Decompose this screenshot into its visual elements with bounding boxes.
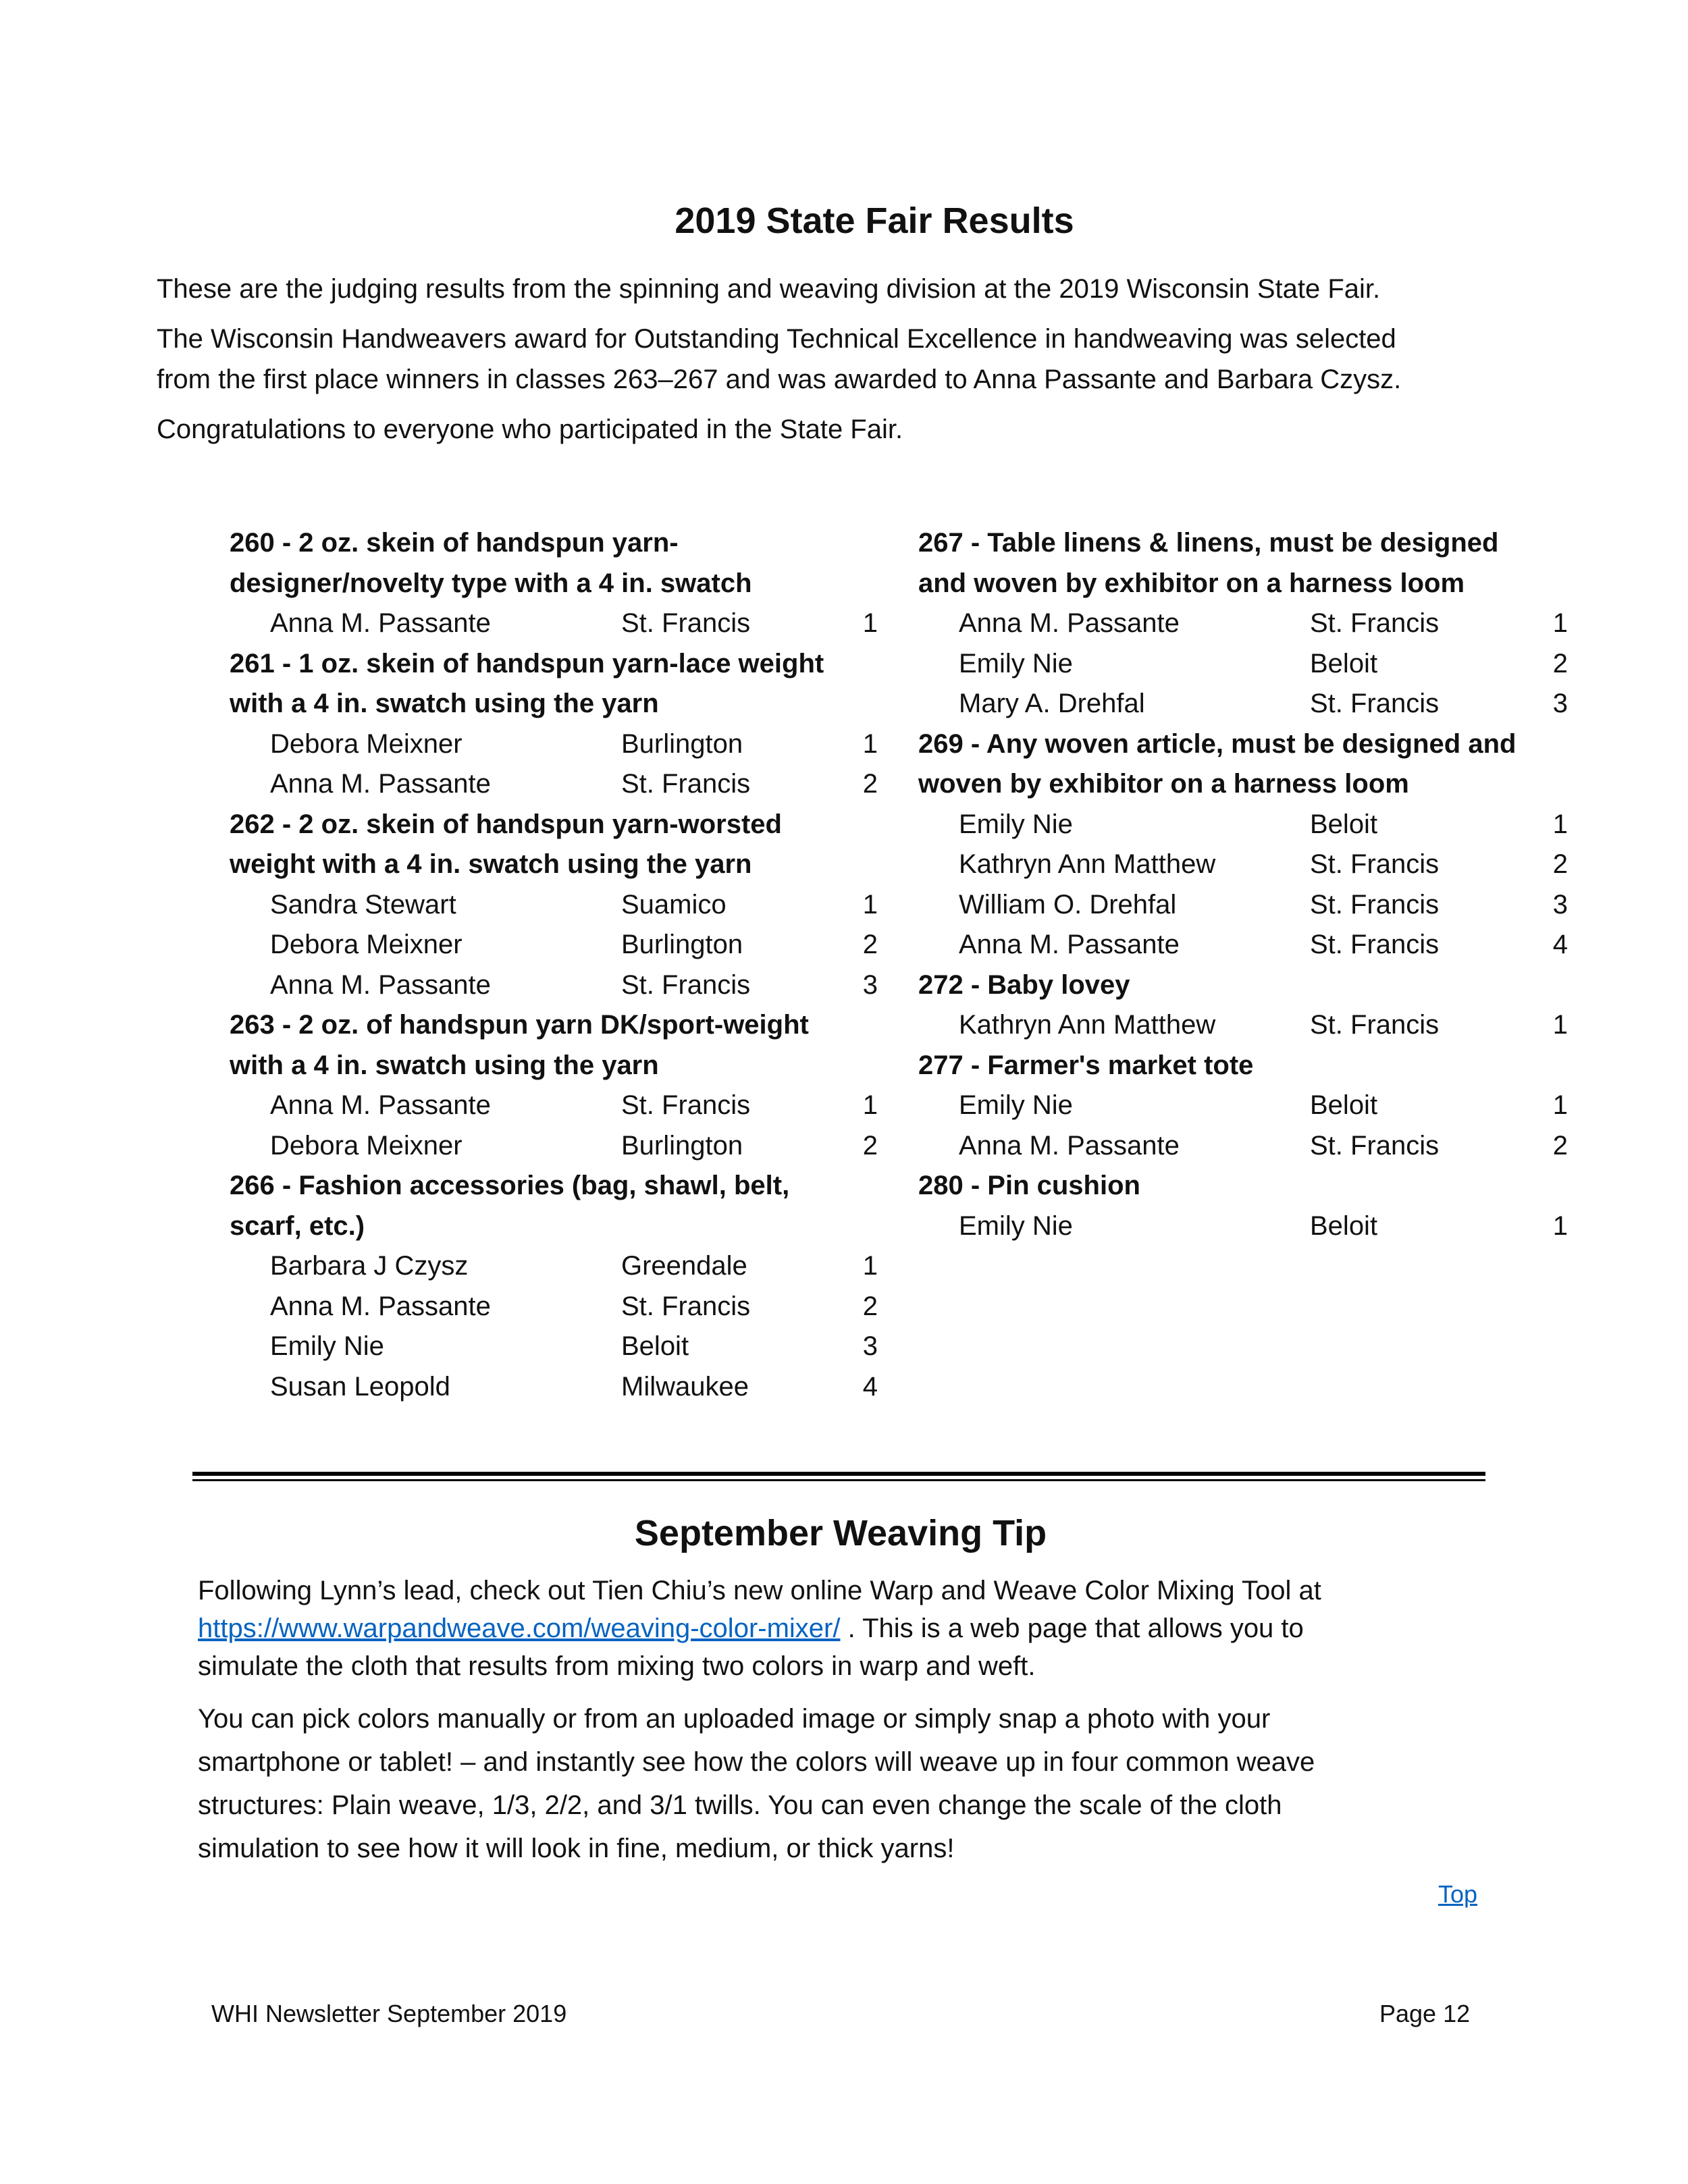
results-column-left — [230, 523, 878, 1407]
result-row — [230, 1126, 878, 1167]
entrant-place: 1 — [1552, 1010, 1568, 1040]
entrant-name: Anna M. Passante — [270, 1291, 491, 1321]
entrant-city: Beloit — [1310, 1090, 1378, 1120]
entrant-place: 1 — [862, 608, 878, 638]
entrant-city: St. Francis — [621, 969, 751, 1000]
entrant-city: Beloit — [1310, 1210, 1378, 1241]
entrant-name: Debora Meixner — [270, 1130, 463, 1161]
tip-paragraph-2-line-3: structures: Plain weave, 1/3, 2/2, and 3/1 twills. You can even change the scale of the cloth — [198, 1790, 1282, 1820]
result-row — [918, 885, 1566, 926]
result-row — [918, 845, 1566, 885]
result-row — [230, 724, 878, 765]
class-heading: weight with a 4 in. swatch using the yarn — [230, 849, 752, 879]
entrant-city: Greendale — [621, 1251, 747, 1281]
entrant-name: Emily Nie — [959, 809, 1073, 839]
entrant-name: Debora Meixner — [270, 930, 463, 959]
result-row — [230, 1246, 878, 1287]
entrant-place: 2 — [1552, 648, 1568, 678]
page-title: 2019 State Fair Results — [675, 201, 1074, 241]
entrant-place: 2 — [862, 1130, 878, 1161]
class-heading: scarf, etc.) — [230, 1210, 365, 1241]
class-heading: 269 - Any woven article, must be designed and — [918, 728, 1516, 759]
class-heading: 280 - Pin cushion — [918, 1171, 1140, 1200]
class-heading: and woven by exhibitor on a harness loom — [918, 568, 1465, 598]
class-heading: 266 - Fashion accessories (bag, shawl, belt, — [230, 1171, 790, 1200]
entrant-city: St. Francis — [1310, 930, 1440, 959]
entrant-city: St. Francis — [1310, 608, 1440, 638]
entrant-city: Beloit — [1310, 648, 1378, 678]
entrant-name: Mary A. Drehfal — [959, 689, 1145, 718]
result-row — [230, 885, 878, 926]
entrant-place: 3 — [862, 969, 878, 1000]
class-heading: with a 4 in. swatch using the yarn — [230, 1050, 659, 1080]
entrant-city: St. Francis — [621, 769, 751, 799]
entrant-city: Beloit — [1310, 809, 1378, 839]
entrant-place: 1 — [1552, 1090, 1568, 1120]
entrant-name: Anna M. Passante — [270, 769, 491, 799]
entrant-city: Burlington — [621, 728, 743, 759]
color-mixer-link[interactable]: https://www.warpandweave.com/weaving-color-mixer/ — [198, 1614, 841, 1643]
result-row — [918, 1005, 1566, 1046]
entrant-name: Anna M. Passante — [959, 930, 1180, 959]
tip-line-2-text: . This is a web page that allows you to — [840, 1614, 1304, 1643]
entrant-place: 1 — [1552, 1210, 1568, 1241]
entrant-name: Anna M. Passante — [270, 608, 491, 638]
entrant-place: 3 — [862, 1331, 878, 1361]
entrant-place: 3 — [1552, 889, 1568, 920]
entrant-name: Anna M. Passante — [270, 1090, 491, 1120]
entrant-place: 4 — [862, 1371, 878, 1402]
tip-title: September Weaving Tip — [634, 1513, 1047, 1553]
entrant-name: Emily Nie — [270, 1331, 384, 1361]
class-heading: with a 4 in. swatch using the yarn — [230, 689, 659, 718]
entrant-place: 1 — [1552, 608, 1568, 638]
entrant-place: 2 — [1552, 849, 1568, 879]
entrant-city: St. Francis — [1310, 1010, 1440, 1040]
entrant-place: 1 — [862, 1251, 878, 1281]
entrant-name: Anna M. Passante — [270, 969, 491, 1000]
result-row — [918, 1086, 1566, 1126]
entrant-city: St. Francis — [1310, 1130, 1440, 1161]
class-heading: designer/novelty type with a 4 in. swatch — [230, 568, 752, 598]
result-row — [230, 925, 878, 965]
entrant-place: 2 — [1552, 1130, 1568, 1161]
entrant-city: Suamico — [621, 889, 727, 920]
intro-paragraph-2-line-2: from the first place winners in classes 263–267 and was awarded to Anna Passante and Barbara Czysz. — [157, 365, 1402, 394]
entrant-name: Sandra Stewart — [270, 889, 456, 920]
entrant-city: St. Francis — [1310, 689, 1440, 718]
tip-line-3: simulate the cloth that results from mixing two colors in warp and weft. — [198, 1651, 1036, 1681]
result-row — [918, 644, 1566, 685]
result-row — [230, 1086, 878, 1126]
result-row — [230, 1327, 878, 1367]
entrant-place: 1 — [862, 728, 878, 759]
entrant-place: 1 — [1552, 809, 1568, 839]
entrant-name: Barbara J Czysz — [270, 1251, 469, 1281]
entrant-name: Emily Nie — [959, 648, 1073, 678]
result-row — [918, 1206, 1566, 1247]
class-heading: woven by exhibitor on a harness loom — [918, 769, 1409, 799]
result-row — [230, 764, 878, 805]
tip-paragraph-2-line-4: simulation to see how it will look in fine, medium, or thick yarns! — [198, 1834, 955, 1863]
result-row — [230, 1287, 878, 1327]
class-heading: 260 - 2 oz. skein of handspun yarn- — [230, 528, 679, 558]
intro-paragraph-1: These are the judging results from the spinning and weaving division at the 2019 Wisconsin State Fair. — [157, 274, 1381, 304]
intro-paragraph-2-line-1: The Wisconsin Handweavers award for Outstanding Technical Excellence in handweaving was selected — [157, 324, 1396, 354]
result-row — [918, 1126, 1566, 1167]
section-divider — [192, 1472, 1485, 1481]
result-row — [230, 965, 878, 1006]
entrant-place: 2 — [862, 1291, 878, 1321]
entrant-city: St. Francis — [1310, 889, 1440, 920]
entrant-place: 1 — [862, 1090, 878, 1120]
entrant-name: Anna M. Passante — [959, 608, 1180, 638]
entrant-name: William O. Drehfal — [959, 889, 1177, 920]
class-heading: 277 - Farmer's market tote — [918, 1050, 1254, 1080]
result-row — [918, 805, 1566, 845]
entrant-place: 1 — [862, 889, 878, 920]
top-link[interactable]: Top — [1438, 1880, 1478, 1908]
entrant-name: Debora Meixner — [270, 728, 463, 759]
result-row — [918, 925, 1566, 965]
entrant-name: Kathryn Ann Matthew — [959, 849, 1216, 879]
entrant-city: Beloit — [621, 1331, 689, 1361]
result-row — [918, 604, 1566, 644]
tip-line-1: Following Lynn’s lead, check out Tien Chiu’s new online Warp and Weave Color Mixing Tool at — [198, 1576, 1321, 1605]
footer-left: WHI Newsletter September 2019 — [211, 2000, 567, 2027]
result-row — [230, 1367, 878, 1408]
result-row — [918, 684, 1566, 724]
class-heading: 272 - Baby lovey — [918, 969, 1130, 1000]
class-heading: 262 - 2 oz. skein of handspun yarn-worsted — [230, 809, 782, 839]
tip-paragraph-2-line-1: You can pick colors manually or from an uploaded image or simply snap a photo with your — [198, 1704, 1271, 1734]
class-heading: 263 - 2 oz. of handspun yarn DK/sport-weight — [230, 1010, 809, 1040]
entrant-name: Kathryn Ann Matthew — [959, 1010, 1216, 1040]
entrant-name: Anna M. Passante — [959, 1130, 1180, 1161]
entrant-name: Emily Nie — [959, 1210, 1073, 1241]
results-column-right — [918, 523, 1566, 1246]
entrant-place: 3 — [1552, 689, 1568, 718]
entrant-city: St. Francis — [621, 1090, 751, 1120]
entrant-city: St. Francis — [621, 1291, 751, 1321]
entrant-city: Milwaukee — [621, 1371, 749, 1402]
intro-paragraph-3: Congratulations to everyone who participated in the State Fair. — [157, 415, 903, 444]
entrant-city: St. Francis — [1310, 849, 1440, 879]
tip-line-2 — [198, 1614, 1521, 1644]
tip-paragraph-2-line-2: smartphone or tablet! – and instantly see how the colors will weave up in four common weave — [198, 1747, 1315, 1777]
class-heading: 261 - 1 oz. skein of handspun yarn-lace weight — [230, 648, 824, 678]
entrant-city: St. Francis — [621, 608, 751, 638]
entrant-name: Susan Leopold — [270, 1371, 450, 1402]
entrant-place: 4 — [1552, 930, 1568, 959]
entrant-name: Emily Nie — [959, 1090, 1073, 1120]
entrant-city: Burlington — [621, 1130, 743, 1161]
entrant-place: 2 — [862, 930, 878, 959]
class-heading: 267 - Table linens & linens, must be designed — [918, 528, 1499, 558]
footer-page-number: Page 12 — [1379, 2000, 1471, 2027]
entrant-city: Burlington — [621, 930, 743, 959]
entrant-place: 2 — [862, 769, 878, 799]
result-row — [230, 604, 878, 644]
